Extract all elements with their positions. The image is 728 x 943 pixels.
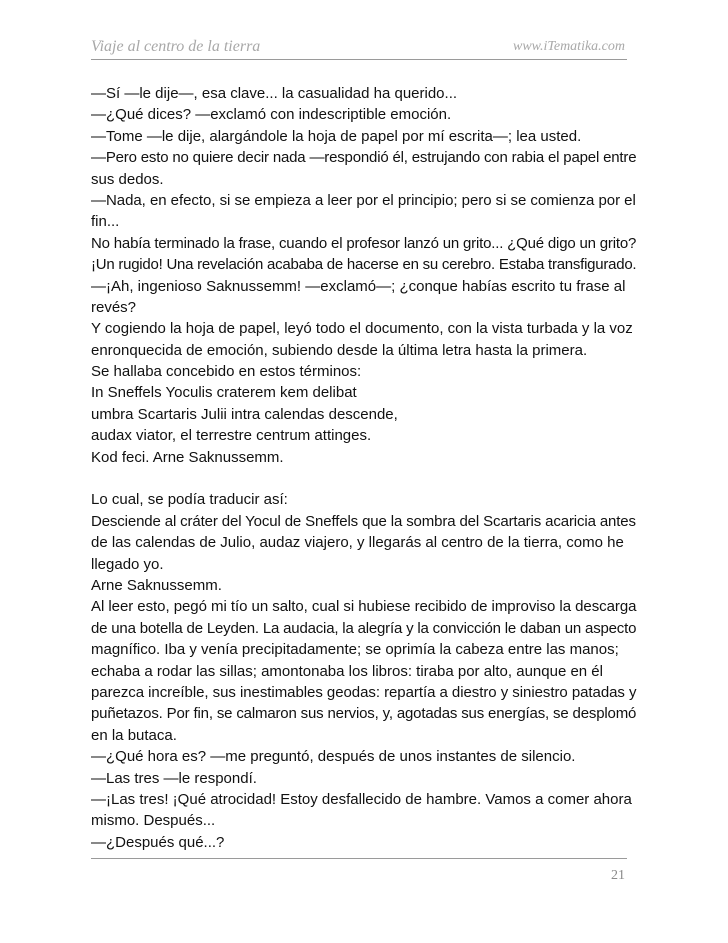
text-line: de una botella de Leyden. La audacia, la alegría y la convicción le daban un aspecto <box>91 619 637 637</box>
text-line: audax viator, el terrestre centrum attinges. <box>91 427 372 445</box>
running-header <box>91 37 627 60</box>
text-line: fin... <box>91 213 120 231</box>
text-line: parezca increíble, sus inestimables geodas: repartía a diestro y siniestro patadas y <box>91 683 637 701</box>
body-text <box>91 83 636 853</box>
text-line: —¿Después qué...? <box>91 833 225 851</box>
text-line: Y cogiendo la hoja de papel, leyó todo el documento, con la vista turbada y la voz <box>91 320 633 338</box>
page-footer <box>91 858 627 883</box>
text-line: —Tome —le dije, alargándole la hoja de papel por mí escrita—; lea usted. <box>91 127 582 145</box>
text-line: Kod feci. Arne Saknussemm. <box>91 448 284 466</box>
text-line: —Nada, en efecto, si se empieza a leer por el principio; pero si se comienza por el <box>91 191 636 209</box>
text-line: ¡Un rugido! Una revelación acababa de hacerse en su cerebro. Estaba transfigurado. <box>91 256 637 274</box>
text-line: Arne Saknussemm. <box>91 576 222 594</box>
text-line: —¿Qué dices? —exclamó con indescriptible emoción. <box>91 106 452 124</box>
text-line: —¡Las tres! ¡Qué atrocidad! Estoy desfallecido de hambre. Vamos a comer ahora <box>91 790 632 808</box>
text-line: Lo cual, se podía traducir así: <box>91 491 288 509</box>
text-line: —Pero esto no quiere decir nada —respondió él, estrujando con rabia el papel entre <box>91 149 637 167</box>
text-line: —¿Qué hora es? —me preguntó, después de unos instantes de silencio. <box>91 748 576 766</box>
text-line: No había terminado la frase, cuando el profesor lanzó un grito... ¿Qué digo un grito? <box>91 234 637 252</box>
text-line: Desciende al cráter del Yocul de Sneffels que la sombra del Scartaris acaricia antes <box>91 512 636 530</box>
text-line: de las calendas de Julio, audaz viajero, y llegarás al centro de la tierra, como he <box>91 534 624 552</box>
text-line: mismo. Después... <box>91 812 216 830</box>
text-line: Se hallaba concebido en estos términos: <box>91 363 362 381</box>
page-number: 21 <box>611 868 625 883</box>
book-title: Viaje al centro de la tierra <box>91 38 261 55</box>
text-line: echaba a rodar las sillas; amontonaba los libros: tiraba por alto, aunque en él <box>91 662 603 680</box>
text-line: puñetazos. Por fin, se calmaron sus nervios, y, agotadas sus energías, se desplomó <box>91 705 637 723</box>
text-line: llegado yo. <box>91 555 164 573</box>
text-line: In Sneffels Yoculis craterem kem delibat <box>91 384 357 402</box>
text-line: umbra Scartaris Julii intra calendas descende, <box>91 405 398 423</box>
text-line: Al leer esto, pegó mi tío un salto, cual si hubiese recibido de improviso la descarga <box>91 598 637 616</box>
text-line: en la butaca. <box>91 726 177 744</box>
text-line: —Las tres —le respondí. <box>91 769 257 787</box>
text-line: enronquecida de emoción, subiendo desde la última letra hasta la primera. <box>91 341 588 359</box>
text-line: magnífico. Iba y venía precipitadamente; se oprimía la cabeza entre las manos; <box>91 641 619 659</box>
site-url: www.iTematika.com <box>512 39 625 54</box>
blank-line <box>91 468 636 489</box>
text-line: revés? <box>91 298 137 316</box>
text-line: —¡Ah, ingenioso Saknussemm! —exclamó—; ¿conque habías escrito tu frase al <box>91 277 626 295</box>
text-line: —Sí —le dije—, esa clave... la casualidad ha querido... <box>91 85 458 102</box>
text-line: sus dedos. <box>91 170 164 188</box>
